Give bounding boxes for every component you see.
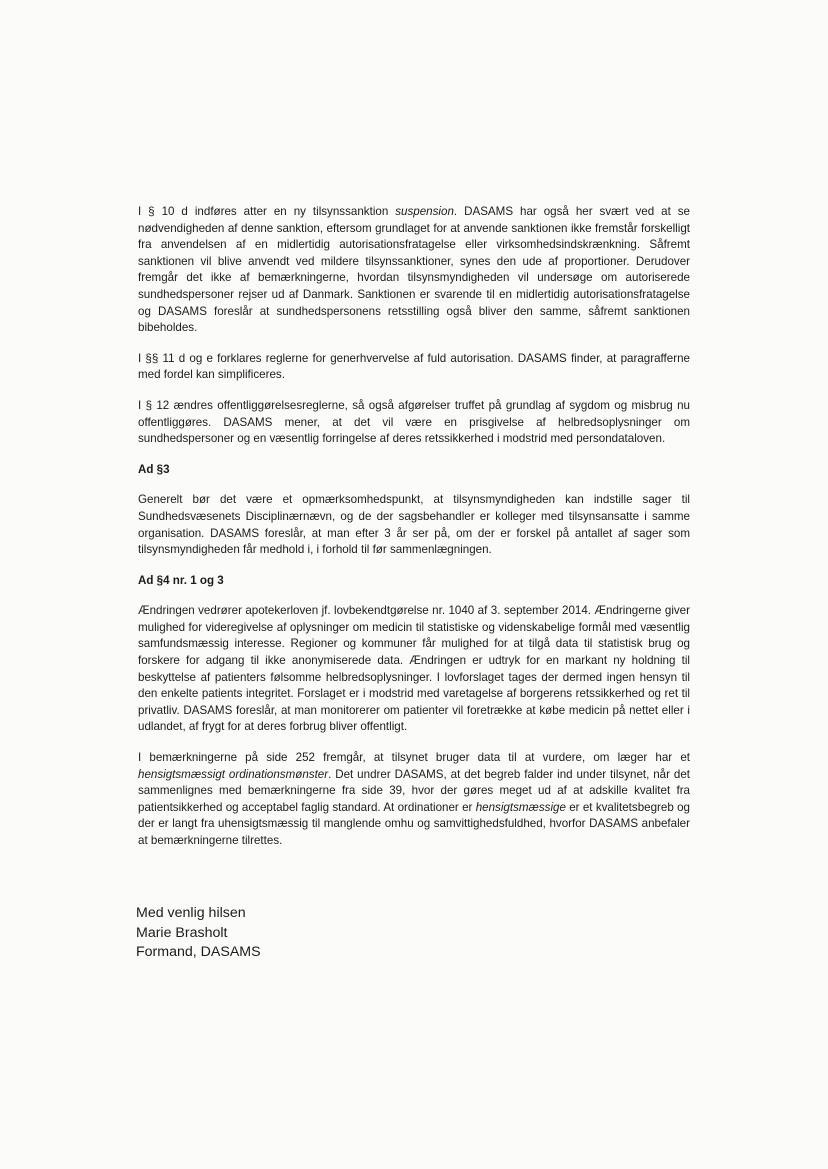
section-heading: Ad §4 nr. 1 og 3 <box>138 573 224 587</box>
paragraph-text: I bemærkningerne på side 252 fremgår, at tilsynet bruger data til at vurdere, om læger har et <box>138 751 690 765</box>
paragraph-text: . Det undrer DASAMS, at det begreb falder ind under tilsynet, når det sammenlignes med bemærkningerne fra side 39, hvor der gøres meget ud af at adskille kvalitet fra patientsikkerhed og acceptabel faglig standard. At ordinationer er <box>138 767 690 814</box>
paragraph <box>138 204 690 337</box>
paragraph-text: . DASAMS har også her svært ved at se nødvendigheden af denne sanktion, eftersom grundlaget for at anvende sanktionen ikke fremstår forskelligt fra anvendelsen af en midlertidig autorisationsfratagelse eller virksomhedsindskrænkning. Såfremt sanktionen vil blive anvendt ved mildere tilsynssanktioner, synes den ude af proportioner. Derudover fremgår det ikke af bemærkningerne, hvordan tilsynsmyndigheden vil undersøge om autoriserede sundhedspersoner rejser ud af Danmark. Sanktionen er svarende til en midlertidig autorisationsfratagelse og DASAMS foreslår at sundhedspersonens retsstilling også bliver den samme, såfremt sanktionen bibeholdes. <box>138 205 690 335</box>
paragraph-text: Ændringen vedrører apotekerloven jf. lovbekendtgørelse nr. 1040 af 3. september 2014. Ændringerne giver mulighed for videregivelse af oplysninger om medicin til statistiske og videnskabelige formål med væsentlig samfundsmæssig interesse. Regioner og kommuner får mulighed for at tilgå data til statistisk brug og forskere for adgang til ikke anonymiserede data. Ændringen er udtryk for en markant ny holdning til beskyttelse af patienters følsomme helbredsoplysninger. I lovforslaget tages der dermed ingen hensyn til den enkelte patients integritet. Forslaget er i modstrid med varetagelse af borgerens retssikkerhed og ret til privatliv. DASAMS foreslår, at man monitorerer om patienter vil foretrække at købe medicin på nettet eller i udlandet, af frygt for at deres forbrug bliver offentligt. <box>138 604 690 734</box>
paragraph <box>138 603 690 736</box>
paragraph-text: Generelt bør det være et opmærksomhedspunkt, at tilsynsmyndigheden kan indstille sager til Sundhedsvæsenets Disciplinærnævn, og de der sagsbehandler er kolleger med tilsynsansatte i samme organisation. DASAMS foreslår, at man efter 3 år ser på, om der er forskel på antallet af sager som tilsynsmyndigheden får medhold i, i forhold til før sammenlægningen. <box>138 493 690 557</box>
paragraph-text: I § 10 d indføres atter en ny tilsynssanktion <box>138 205 396 218</box>
signature-block <box>136 904 261 963</box>
emphasis-text: hensigtsmæssige <box>475 800 566 814</box>
emphasis-text: suspension <box>395 205 454 218</box>
paragraph <box>138 750 690 850</box>
letter-body <box>138 204 690 864</box>
paragraph <box>138 351 690 384</box>
paragraph-text: I § 12 ændres offentliggørelsesreglerne, så også afgørelser truffet på grundlag af sygdom og misbrug nu offentliggøres. DASAMS mener, at det vil være en prisgivelse af helbredsoplysninger om sundhedspersoner og en væsentlig forringelse af deres retssikkerhed i modstrid med persondataloven. <box>138 398 690 446</box>
section-heading: Ad §3 <box>138 462 170 476</box>
paragraph <box>138 492 690 558</box>
emphasis-text: hensigtsmæssigt ordinationsmønster <box>138 767 329 781</box>
signer-role: Formand, DASAMS <box>136 944 261 960</box>
paragraph-text: I §§ 11 d og e forklares reglerne for generhvervelse af fuld autorisation. DASAMS finder, at paragrafferne med fordel kan simplificeres. <box>138 351 690 382</box>
paragraph-text: er et kvalitetsbegreb og der er langt fra uhensigtsmæssig til manglende omhu og samvittighedsfuldhed, hvorfor DASAMS anbefaler at bemærkningerne tilrettes. <box>138 800 690 847</box>
closing-line: Med venlig hilsen <box>136 905 246 921</box>
signer-name: Marie Brasholt <box>136 924 228 941</box>
paragraph <box>138 398 690 448</box>
